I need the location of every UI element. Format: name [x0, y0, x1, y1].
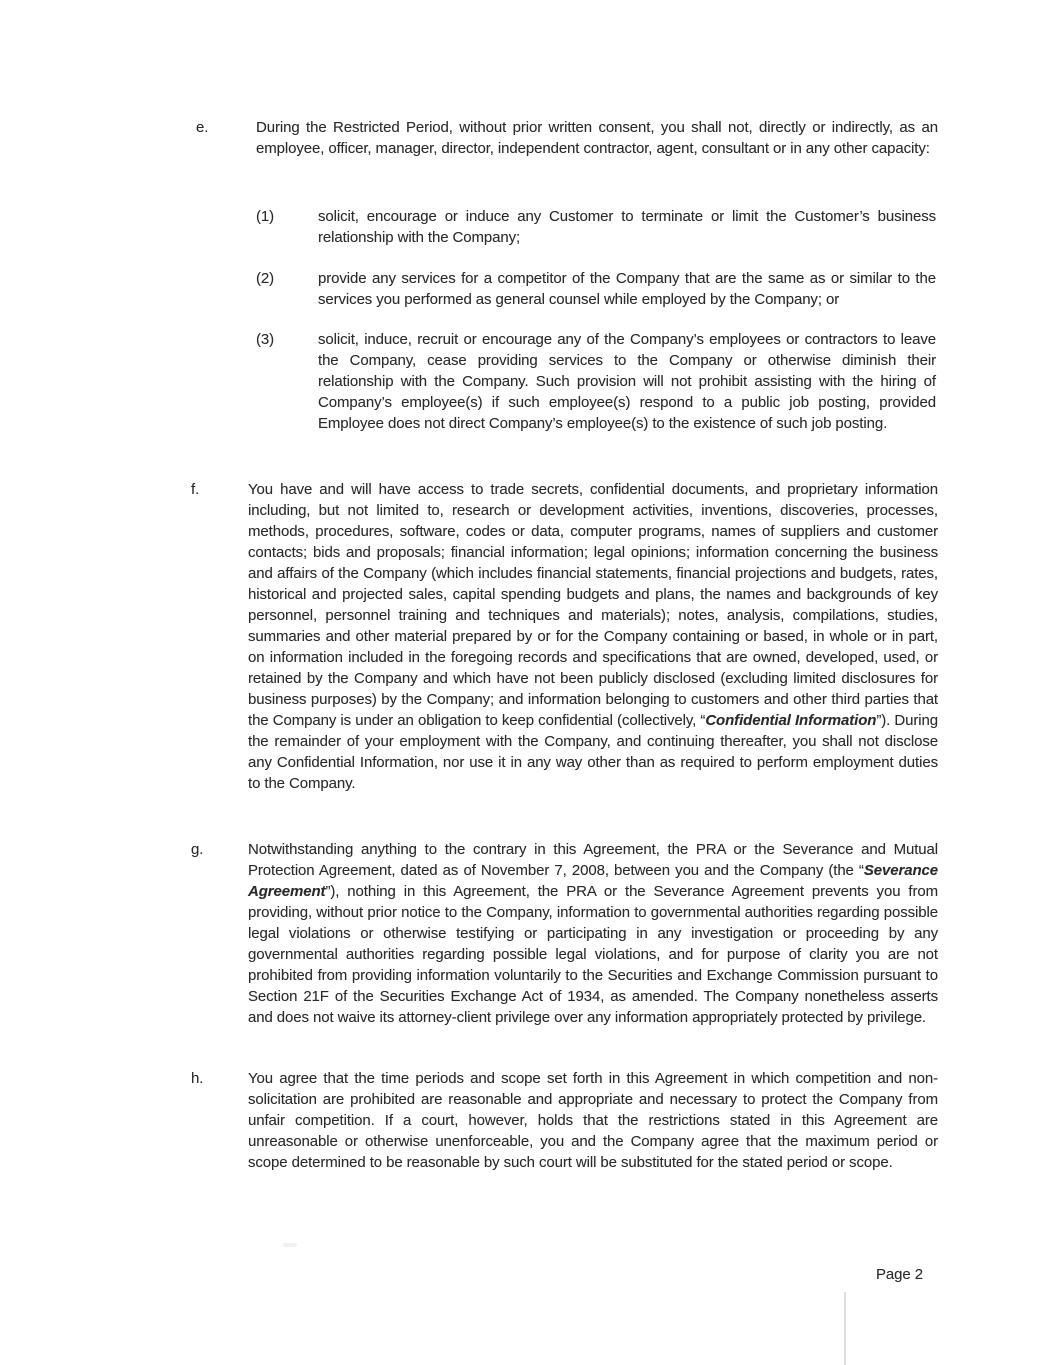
defined-term: Confidential Information	[705, 712, 877, 729]
defined-term: Severance Agreement	[248, 862, 938, 900]
subitem-1-paragraph: solicit, encourage or induce any Customer to terminate or limit the Customer’s business relationship with the Company;	[318, 208, 936, 246]
subitem-3	[256, 329, 936, 434]
text-segment: ”), nothing in this Agreement, the PRA or the Severance Agreement prevents you from providing, without prior notice to the Company, information to governmental authorities regarding possible legal violations or otherwise testifying or participating in any investigation or proceeding by any governmental authorities regarding possible legal violations, and for purpose of clarity you are not prohibited from providing information voluntarily to the Securities and Exchange Commission pursuant to Section 21F of the Securities Exchange Act of 1934, as amended. The Company nonetheless asserts and does not waive its attorney-client privilege over any information appropriately protected by privilege.	[248, 883, 938, 1026]
subitem-1	[256, 206, 936, 248]
section-h-label: h.	[191, 1070, 204, 1087]
section-g	[191, 839, 938, 1028]
subitem-2-paragraph: provide any services for a competitor of the Company that are the same as or similar to the services you performed as general counsel while employed by the Company; or	[318, 270, 936, 308]
text-segment: Notwithstanding anything to the contrary in this Agreement, the PRA or the Severance and Mutual Protection Agreement, dated as of November 7, 2008, between you and the Company (the “	[248, 841, 938, 879]
section-e-label: e.	[196, 119, 209, 136]
scan-artifact-smudge	[283, 1243, 297, 1247]
section-f-paragraph	[248, 479, 938, 794]
subitem-3-paragraph: solicit, induce, recruit or encourage any of the Company’s employees or contractors to leave the Company, cease providing services to the Company or otherwise diminish their relationship with the Company. Such provision will not prohibit assisting with the hiring of Company’s employee(s) if such employee(s) respond to a public job posting, provided Employee does not direct Company’s employee(s) to the existence of such job posting.	[318, 331, 936, 432]
page-number: Page 2	[876, 1266, 923, 1283]
subitem-2	[256, 268, 936, 310]
section-e-paragraph: During the Restricted Period, without prior written consent, you shall not, directly or indirectly, as an employee, officer, manager, director, independent contractor, agent, consultant or in any other capacity:	[256, 119, 938, 157]
section-f-label: f.	[191, 481, 200, 498]
subitem-2-label: (2)	[256, 270, 275, 287]
section-g-paragraph	[248, 839, 938, 1028]
subitem-1-label: (1)	[256, 208, 275, 225]
text-segment: You have and will have access to trade secrets, confidential documents, and proprietary information including, but not limited to, research or development activities, inventions, discoveries, processes, methods, procedures, software, codes or data, computer programs, names of suppliers and customer contacts; bids and proposals; financial information; legal opinions; information concerning the business and affairs of the Company (which includes financial statements, financial projections and budgets, rates, historical and projected sales, capital spending budgets and plans, the names and backgrounds of key personnel, personnel training and techniques and materials); notes, analysis, compilations, studies, summaries and other material prepared by or for the Company containing or based, in whole or in part, on information included in the foregoing records and specifications that are owned, developed, used, or retained by the Company and which have not been publicly disclosed (excluding limited disclosures for business purposes) by the Company; and information belonging to customers and other third parties that the Company is under an obligation to keep confidential (collectively, “	[248, 481, 938, 729]
text-segment: ”). During the remainder of your employment with the Company, and continuing thereafter, you shall not disclose any Confidential Information, nor use it in any way other than as required to perform employment duties to the Company.	[248, 712, 939, 792]
section-h	[191, 1068, 938, 1173]
section-f	[191, 479, 938, 794]
subitem-3-label: (3)	[256, 331, 275, 348]
section-e	[196, 117, 938, 159]
section-g-label: g.	[191, 841, 204, 858]
section-h-paragraph: You agree that the time periods and scope set forth in this Agreement in which competition and non-solicitation are prohibited are reasonable and appropriate and necessary to protect the Company from unfair competition. If a court, however, holds that the restrictions stated in this Agreement are unreasonable or otherwise unenforceable, you and the Company agree that the maximum period or scope determined to be reasonable by such court will be substituted for the stated period or scope.	[248, 1070, 938, 1171]
scan-artifact-line	[844, 1292, 846, 1365]
